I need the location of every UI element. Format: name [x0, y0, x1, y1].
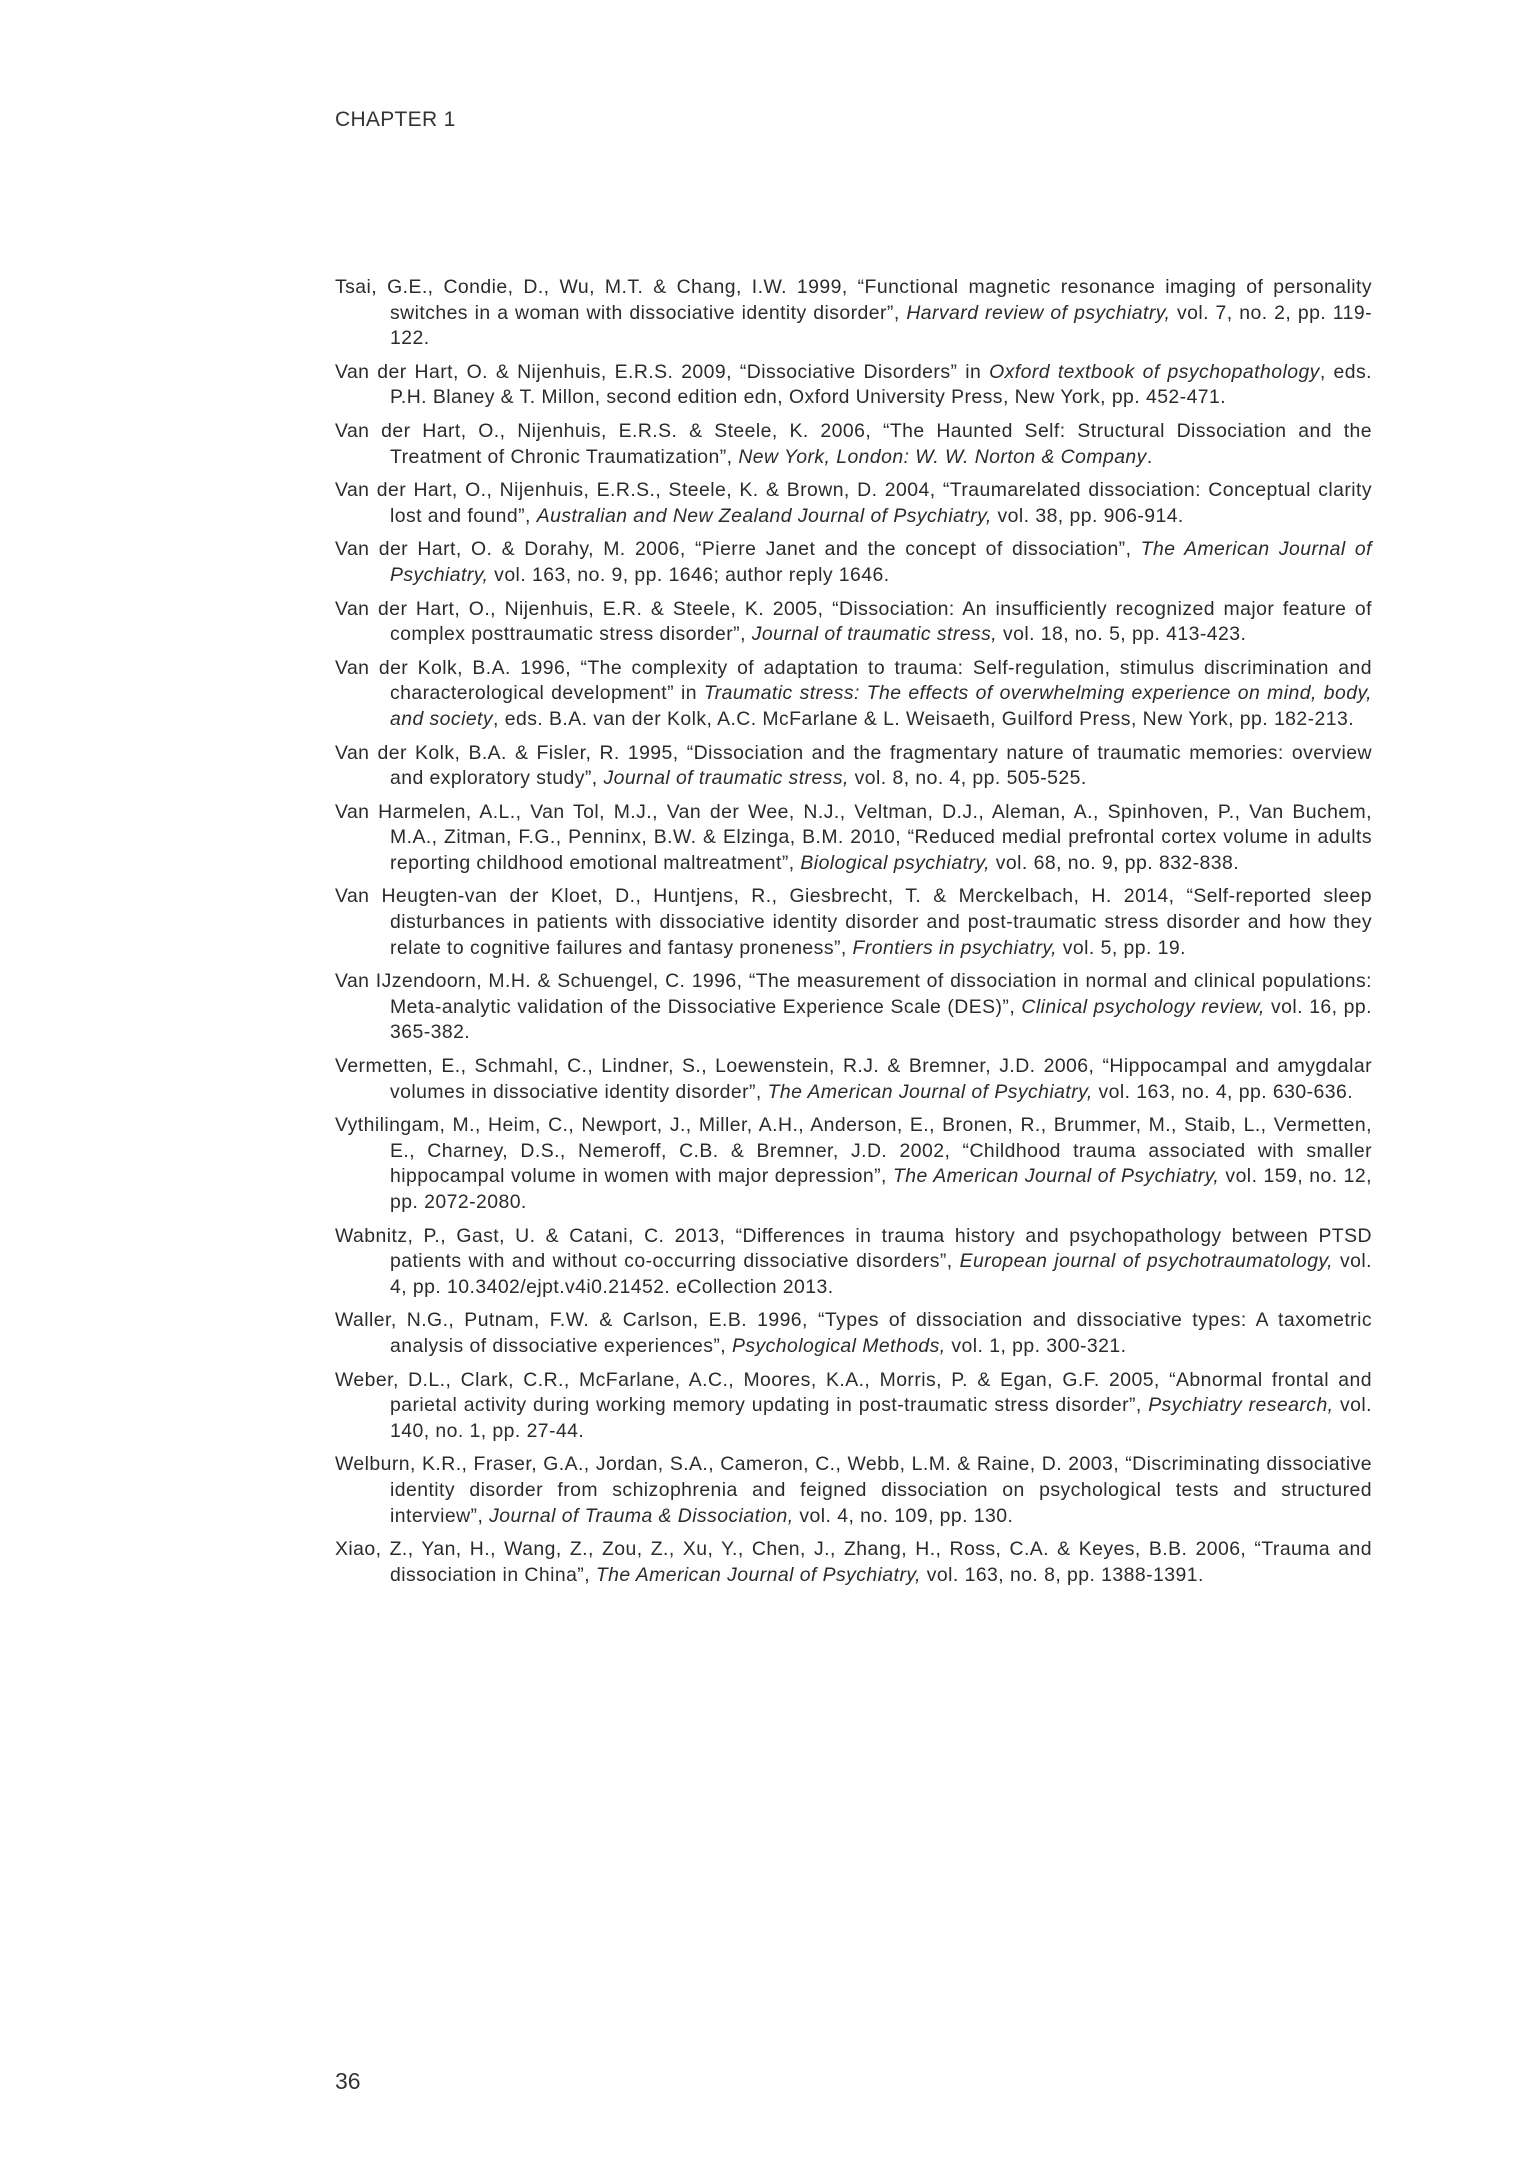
reference-text: Van der Hart, O., Nijenhuis, E.R. & Steele, K. 2005, “Dissociation: An insufficiently recognized major feature of complex posttraumatic stress disorder”,: [335, 597, 1372, 646]
reference-details: vol. 8, no. 4, pp. 505-525.: [848, 767, 1087, 790]
reference-text: Waller, N.G., Putnam, F.W. & Carlson, E.B. 1996, “Types of dissociation and dissociative types: A taxometric analysis of dissociative experiences”,: [335, 1309, 1372, 1357]
reference-source-title: Oxford textbook of psychopathology: [989, 360, 1320, 383]
reference-entry: [335, 1308, 1372, 1359]
reference-entry: [335, 275, 1372, 352]
reference-entry: [335, 478, 1372, 529]
reference-details: vol. 4, no. 109, pp. 130.: [793, 1504, 1014, 1527]
reference-entry: [335, 656, 1372, 733]
reference-entry: [335, 969, 1372, 1046]
reference-source-title: Clinical psychology review,: [1021, 995, 1265, 1018]
reference-text: Van Heugten-van der Kloet, D., Huntjens, R., Giesbrecht, T. & Merckelbach, H. 2014, “Self-reported sleep disturbances in patients with dissociative identity disorder and post-traumatic stress disorder and how they relate to cognitive failures and fantasy proneness”,: [335, 885, 1372, 959]
reference-details: , eds. P.H. Blaney & T. Millon, second edition edn, Oxford University Press, New York, pp. 452-471.: [390, 360, 1372, 409]
reference-source-title: The American Journal of Psychiatry,: [390, 538, 1372, 586]
page-number: 36: [335, 2068, 361, 2094]
reference-source-title: Journal of traumatic stress,: [751, 623, 998, 646]
reference-source-title: Biological psychiatry,: [800, 851, 990, 874]
reference-source-title: Australian and New Zealand Journal of Psychiatry,: [536, 504, 992, 527]
reference-source-title: The American Journal of Psychiatry,: [767, 1080, 1093, 1103]
reference-source-title: Frontiers in psychiatry,: [852, 936, 1057, 959]
reference-entry: [335, 1113, 1372, 1215]
reference-entry: [335, 1224, 1372, 1301]
reference-entry: [335, 1452, 1372, 1529]
reference-text: Tsai, G.E., Condie, D., Wu, M.T. & Chang, I.W. 1999, “Functional magnetic resonance imaging of personality switches in a woman with dissociative identity disorder”,: [335, 276, 1372, 324]
reference-details: vol. 163, no. 9, pp. 1646; author reply 1646.: [488, 563, 890, 586]
reference-source-title: The American Journal of Psychiatry,: [893, 1165, 1220, 1188]
reference-details: vol. 163, no. 4, pp. 630-636.: [1092, 1080, 1354, 1103]
reference-source-title: European journal of psychotraumatology,: [959, 1250, 1333, 1273]
reference-details: , eds. B.A. van der Kolk, A.C. McFarlane & L. Weisaeth, Guilford Press, New York, pp. 182-213.: [493, 707, 1355, 730]
reference-text: Vythilingam, M., Heim, C., Newport, J., Miller, A.H., Anderson, E., Bronen, R., Brummer, M., Staib, L., Vermetten, E., Charney, D.S., Nemeroff, C.B. & Bremner, J.D. 2002, “Childhood trauma associated with smaller hippocampal volume in women with major depression”,: [335, 1114, 1372, 1188]
chapter-header: CHAPTER 1: [335, 108, 456, 131]
reference-text: Van der Hart, O. & Nijenhuis, E.R.S. 2009, “Dissociative Disorders” in: [335, 360, 990, 383]
reference-text: Van IJzendoorn, M.H. & Schuengel, C. 1996, “The measurement of dissociation in normal and clinical populations: Meta-analytic validation of the Dissociative Experience Scale (DES)”,: [335, 970, 1372, 1018]
reference-details: vol. 163, no. 8, pp. 1388-1391.: [920, 1563, 1204, 1586]
reference-details: vol. 140, no. 1, pp. 27-44.: [390, 1394, 1372, 1442]
reference-details: vol. 7, no. 2, pp. 119-122.: [390, 301, 1372, 350]
reference-source-title: The American Journal of Psychiatry,: [595, 1563, 921, 1586]
reference-text: Welburn, K.R., Fraser, G.A., Jordan, S.A., Cameron, C., Webb, L.M. & Raine, D. 2003, “Discriminating dissociative identity disorder from schizophrenia and feigned dissociation on psychological tests and structured interview”,: [335, 1453, 1372, 1527]
reference-details: vol. 4, pp. 10.3402/ejpt.v4i0.21452. eCollection 2013.: [390, 1250, 1372, 1298]
reference-source-title: Journal of Trauma & Dissociation,: [489, 1504, 794, 1527]
reference-text: Van der Kolk, B.A. 1996, “The complexity of adaptation to trauma: Self-regulation, stimulus discrimination and characterological development” in: [335, 656, 1372, 705]
reference-entry: [335, 884, 1372, 961]
reference-source-title: Traumatic stress: The effects of overwhelming experience on mind, body, and society: [390, 682, 1372, 730]
reference-text: Van Harmelen, A.L., Van Tol, M.J., Van der Wee, N.J., Veltman, D.J., Aleman, A., Spinhoven, P., Van Buchem, M.A., Zitman, F.G., Penninx, B.W. & Elzinga, B.M. 2010, “Reduced medial prefrontal cortex volume in adults reporting childhood emotional maltreatment”,: [335, 800, 1372, 874]
reference-text: Van der Hart, O. & Dorahy, M. 2006, “Pierre Janet and the concept of dissociation”,: [335, 538, 1141, 561]
reference-details: vol. 38, pp. 906-914.: [991, 504, 1184, 527]
reference-text: Van der Kolk, B.A. & Fisler, R. 1995, “Dissociation and the fragmentary nature of traumatic memories: overview and exploratory study”,: [335, 741, 1372, 790]
reference-entry: [335, 1054, 1372, 1105]
reference-source-title: Journal of traumatic stress,: [603, 767, 849, 790]
reference-source-title: New York, London: W. W. Norton & Company: [738, 445, 1147, 468]
reference-entry: [335, 741, 1372, 792]
reference-details: vol. 18, no. 5, pp. 413-423.: [997, 623, 1247, 646]
reference-text: Van der Hart, O., Nijenhuis, E.R.S. & Steele, K. 2006, “The Haunted Self: Structural Dissociation and the Treatment of Chronic Traumatization”,: [335, 419, 1372, 468]
reference-source-title: Psychiatry research,: [1148, 1394, 1334, 1417]
reference-details: vol. 5, pp. 19.: [1056, 936, 1186, 959]
reference-list: [335, 275, 1372, 1596]
reference-text: Xiao, Z., Yan, H., Wang, Z., Zou, Z., Xu, Y., Chen, J., Zhang, H., Ross, C.A. & Keyes, B.B. 2006, “Trauma and dissociation in China”,: [335, 1538, 1372, 1586]
reference-text: Vermetten, E., Schmahl, C., Lindner, S., Loewenstein, R.J. & Bremner, J.D. 2006, “Hippocampal and amygdalar volumes in dissociative identity disorder”,: [335, 1055, 1372, 1103]
reference-text: Wabnitz, P., Gast, U. & Catani, C. 2013, “Differences in trauma history and psychopathology between PTSD patients with and without co-occurring dissociative disorders”,: [335, 1224, 1372, 1273]
reference-details: vol. 159, no. 12, pp. 2072-2080.: [390, 1165, 1372, 1213]
reference-entry: [335, 1537, 1372, 1588]
reference-text: Van der Hart, O., Nijenhuis, E.R.S., Steele, K. & Brown, D. 2004, “Traumarelated dissociation: Conceptual clarity lost and found”,: [335, 479, 1372, 527]
reference-source-title: Harvard review of psychiatry,: [906, 301, 1171, 324]
reference-source-title: Psychological Methods,: [731, 1334, 946, 1357]
reference-entry: [335, 800, 1372, 877]
reference-entry: [335, 537, 1372, 588]
reference-text: Weber, D.L., Clark, C.R., McFarlane, A.C., Moores, K.A., Morris, P. & Egan, G.F. 2005, “Abnormal frontal and parietal activity during working memory updating in post-traumatic stress disorder”,: [335, 1368, 1372, 1417]
reference-entry: [335, 419, 1372, 470]
reference-entry: [335, 360, 1372, 411]
reference-entry: [335, 1368, 1372, 1445]
reference-details: vol. 16, pp. 365-382.: [390, 995, 1372, 1044]
reference-details: .: [1146, 445, 1153, 468]
reference-details: vol. 1, pp. 300-321.: [945, 1334, 1127, 1357]
reference-entry: [335, 597, 1372, 648]
reference-details: vol. 68, no. 9, pp. 832-838.: [989, 851, 1240, 874]
